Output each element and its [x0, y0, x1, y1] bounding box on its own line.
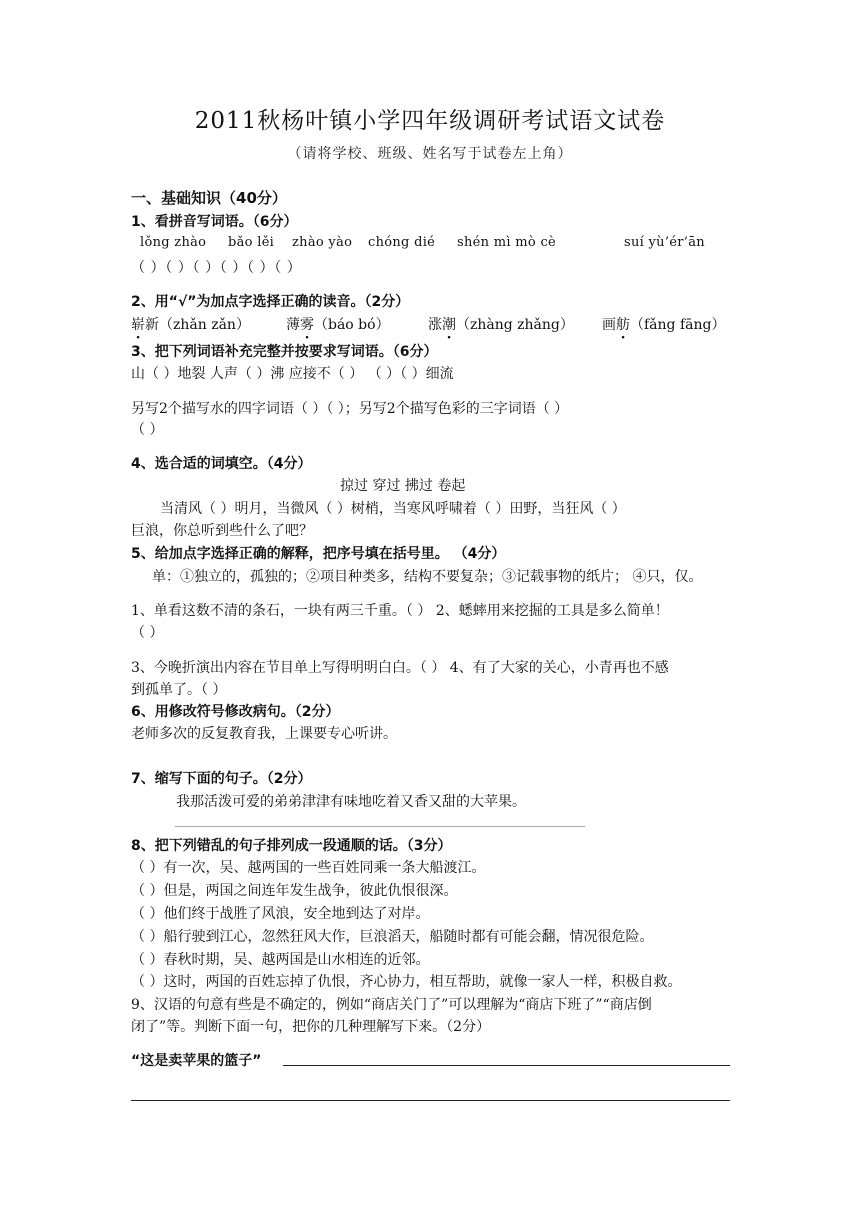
sentence-to-shorten: 我那活泼可爱的弟弟津津有味地吃着又香又甜的大苹果。 — [176, 794, 526, 810]
answer-line-q9-2[interactable] — [131, 1100, 730, 1101]
answer-line-q9-1[interactable] — [283, 1065, 730, 1066]
pronunciation-options: （zhàng zhǎng） — [456, 317, 574, 333]
pronunciation-item-1[interactable] — [131, 314, 250, 334]
page-subtitle: （请将学校、班级、姓名写于试卷左上角） — [287, 146, 573, 162]
answer-line-q7[interactable] — [175, 826, 585, 827]
fill-in-sentence-cont: 巨浪，你总听到些什么了吧？ — [131, 523, 313, 539]
pronunciation-options: （báo bó） — [314, 317, 390, 333]
pronunciation-options: （fǎng fāng） — [630, 317, 726, 333]
sentence-4-cont[interactable]: 到孤单了。（ ） — [131, 682, 227, 698]
ordering-item[interactable]: （ ）这时，两国的百姓忘掉了仇恨，齐心协力，相互帮助，就像一家人一样，积极自救。 — [131, 974, 682, 990]
question-6-heading: 6、用修改符号修改病句。（2分） — [131, 704, 340, 720]
pinyin-2: bǎo lěi — [228, 235, 275, 250]
word-options: 掠过 穿过 拂过 卷起 — [340, 478, 466, 494]
idiom-completion-line[interactable]: 山（ ）地裂 人声（ ）沸 应接不（ ） （ ）（ ）细流 — [131, 366, 454, 382]
pinyin-6: suí yù’ér’ān — [624, 235, 705, 250]
question-5-heading: 5、给加点字选择正确的解释，把序号填在括号里。 （4分） — [131, 546, 506, 562]
pronunciation-item-3[interactable] — [428, 314, 574, 334]
answer-blanks-q1[interactable]: （ ）（ ）（ ）（ ）（ ）（ ） — [131, 260, 302, 276]
ordering-item[interactable]: （ ）春秋时期，吴、越两国是山水相连的近邻。 — [131, 952, 430, 968]
pronunciation-options: 新（zhǎn zǎn） — [145, 317, 250, 333]
sentence-2-answer[interactable]: （ ） — [131, 625, 164, 641]
dotted-char: 潮 — [442, 317, 456, 333]
page-title: 2011秋杨叶镇小学四年级调研考试语文试卷 — [194, 108, 666, 134]
question-7-heading: 7、缩写下面的句子。（2分） — [131, 771, 312, 787]
pronunciation-item-4[interactable] — [602, 314, 725, 334]
write-words-line[interactable]: 另写2个描写水的四字词语（ ）（ ）；另写2个描写色彩的三字词语（ ） — [131, 401, 569, 417]
question-3-heading: 3、把下列词语补充完整并按要求写词语。（6分） — [131, 344, 438, 360]
pinyin-1: lǒng zhào — [140, 235, 207, 250]
ordering-item[interactable]: （ ）他们终于战胜了风浪，安全地到达了对岸。 — [131, 906, 430, 922]
sentence-1-2[interactable]: 1、单看这数不清的条石，一块有两三千重。（ ） 2、蟋蟀用来挖掘的工具是多么简单！ — [131, 603, 669, 619]
ambiguous-sentence: “这是卖苹果的篮子” — [131, 1053, 262, 1069]
faulty-sentence[interactable]: 老师多次的反复教育我，上课要专心听讲。 — [131, 726, 397, 742]
pronunciation-item-2[interactable] — [286, 314, 390, 334]
plain-char: 涨 — [428, 317, 442, 333]
question-9-text: 9、汉语的句意有些是不确定的，例如“商店关门了”可以理解为“商店下班了”“商店倒 — [131, 997, 652, 1013]
section-heading-basics: 一、基础知识（40分） — [131, 189, 287, 207]
pinyin-3: zhào yào — [292, 235, 353, 250]
question-2-heading: 2、用“√”为加点字选择正确的读音。（2分） — [131, 294, 410, 310]
ordering-item[interactable]: （ ）有一次，吴、越两国的一些百姓同乘一条大船渡江。 — [131, 860, 486, 876]
sentence-3-4[interactable]: 3、今晚折演出内容在节目单上写得明明白白。（ ） 4、有了大家的关心，小青再也不感 — [131, 660, 669, 676]
question-9-text-cont: 闭了”等。判断下面一句，把你的几种理解写下来。（2分） — [131, 1019, 491, 1035]
pinyin-4: chóng dié — [368, 235, 436, 250]
dotted-char: 崭 — [131, 317, 145, 333]
question-1-heading: 1、看拼音写词语。（6分） — [131, 214, 298, 230]
pinyin-5: shén mì mò cè — [457, 235, 557, 250]
question-8-heading: 8、把下列错乱的句子排列成一段通顺的话。（3分） — [131, 838, 452, 854]
plain-char: 薄 — [286, 317, 300, 333]
write-words-line-cont[interactable]: （ ） — [131, 422, 164, 438]
ordering-item[interactable]: （ ）但是，两国之间连年发生战争，彼此仇恨很深。 — [131, 883, 458, 899]
dotted-char: 雾 — [300, 317, 314, 333]
ordering-item[interactable]: （ ）船行驶到江心，忽然狂风大作，巨浪滔天，船随时都有可能会翻，情况很危险。 — [131, 929, 654, 945]
plain-char: 画 — [602, 317, 616, 333]
fill-in-sentence[interactable]: 当清风（ ）明月，当微风（ ）树梢，当寒风呼啸着（ ）田野，当狂风（ ） — [160, 501, 626, 517]
question-4-heading: 4、选合适的词填空。（4分） — [131, 456, 312, 472]
dotted-char: 舫 — [616, 317, 630, 333]
definitions-list: 单：①独立的，孤独的；②项目种类多，结构不要复杂；③记载事物的纸片； ④只，仅。 — [152, 569, 703, 585]
